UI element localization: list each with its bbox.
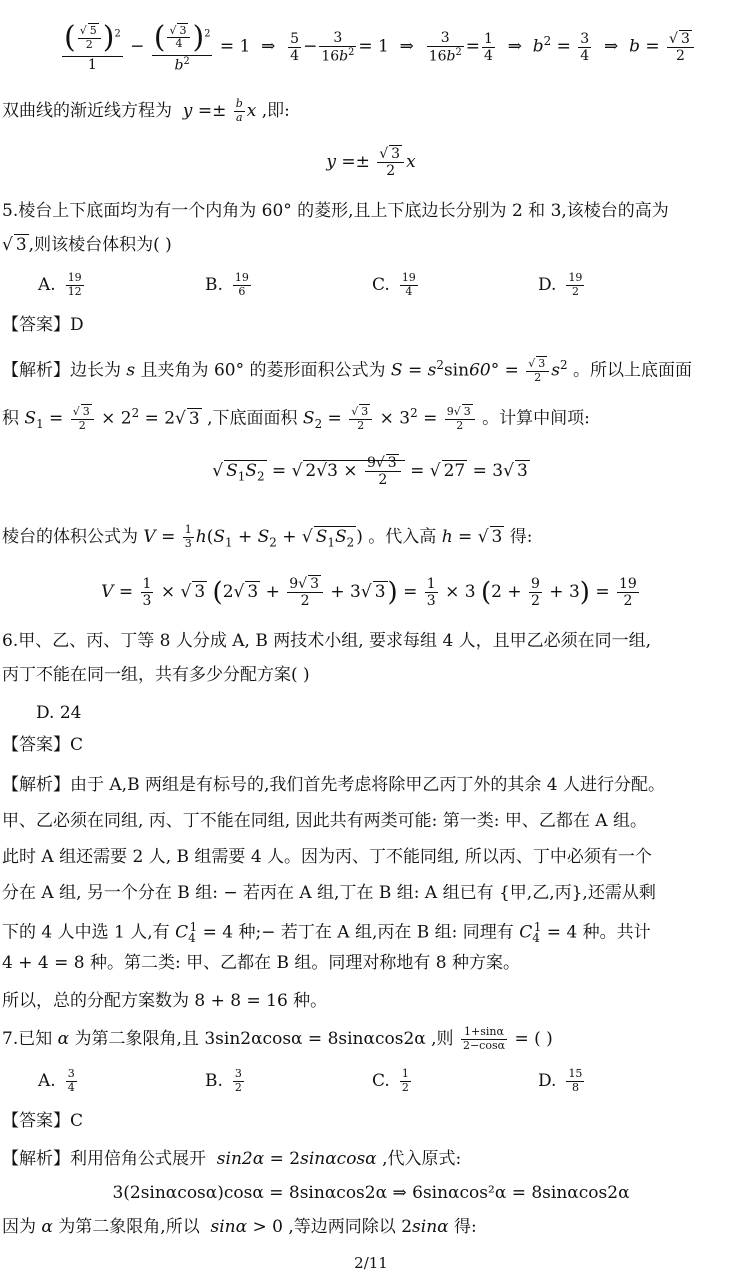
q6-analysis-1: 【解析】由于 A,B 两组是有标号的,我们首先考虑将除甲乙丙丁外的其余 4 人进行分配。	[2, 775, 666, 795]
q6-answer: 【答案】C	[2, 735, 84, 755]
top-equation: ( $\frac{√ 5}{2}$ )$^2$ 1 − ( $\frac{√ 3}{4}$ )$^2$ $b^2$ = 1 ⇒ $\frac{5}{4}$ − $\frac{3}{16b^2}$ = 1 ⇒ $\frac{3}{16b^2}$ = $\frac{1}{4}$ ⇒ $b^2$ = $\frac{3}{4}$ ⇒ b = $\frac{√ 3}{2}$	[60, 6, 732, 76]
q5-analysis-2: 积 $S_1$ = $\frac{√ 3}{2}$ × $2^2 = 2√$ 3 ,下底面面积 $S_2$ = $\frac{√ 3}{2}$ × $3^2$ = $\frac{9√ 3}{2}$ 。计算中间项:	[2, 405, 590, 432]
q7-analysis-2: 3(2sinαcosα)cosα = 8sinαcos2α ⇒ 6sinαcos²α = 8sinαcos2α	[112, 1183, 630, 1203]
q7-options	[0, 1068, 742, 1098]
page-number: 2/11	[354, 1254, 388, 1272]
q5-stem-1: 5.棱台上下底面均为有一个内角为 60° 的菱形,且上下底边长分别为 2 和 3,该棱台的高为	[2, 201, 669, 221]
q5-option-a: A. $\frac{19}{12}$	[38, 271, 82, 298]
fraction-b-squared: ( $\frac{√ 3}{4}$ )$^2$ $b^2$	[153, 19, 211, 74]
q5-option-c: C. $\frac{19}{4}$	[372, 271, 416, 298]
q7-option-a: A. $\frac{3}{4}$	[38, 1067, 75, 1094]
asymptote-intro: 双曲线的渐近线方程为	[2, 101, 172, 121]
q6-analysis-3: 此时 A 组还需要 2 人, B 组需要 4 人。因为丙、丁不能同组, 所以丙、丁中必须有一个	[2, 847, 652, 867]
q7-analysis-1: 【解析】利用倍角公式展开 sin2α = 2sinαcosα ,代入原式:	[2, 1149, 462, 1169]
q7-option-c: C. $\frac{1}{2}$	[372, 1067, 409, 1094]
q5-volume-calc: V = $\frac{1}{3}$ × √ 3 (2√ 3 + $\frac{9√ 3}{2}$ + 3√ 3) = $\frac{1}{3}$ × 3 (2 + $\frac{9}{2}$ + 3) = $\frac{19}{2}$	[101, 575, 637, 609]
q6-analysis-2: 甲、乙必须在同组, 丙、丁不能在同组, 因此共有两类可能: 第一类: 甲、乙都在 A 组。	[2, 811, 647, 831]
q6-analysis-5: 下的 4 人中选 1 人,有 $C_4^1 = 4$ 种;− 若丁在 A 组,丙在 B 组: 同理有 $C_4^1 = 4$ 种。共计	[2, 920, 651, 946]
q6-analysis-4: 分在 A 组, 另一个分在 B 组: − 若丙在 A 组,丁在 B 组: A 组已有 {甲,乙,丙},还需从剩	[2, 883, 656, 903]
q5-middle-term: √ $S_1S_2$ = √ 2√3 × $\frac{9√ 3}{2}$ = √ 27 = 3√ 3	[212, 454, 528, 488]
q6-stem-1: 6.甲、乙、丙、丁等 8 人分成 A, B 两技术小组, 要求每组 4 人，且甲乙必须在同一组,	[2, 631, 652, 651]
asymptote-result: y =± $\frac{√ 3}{2}$ x	[326, 145, 416, 179]
q6-option-d: D. 24	[36, 703, 82, 723]
q5-answer: 【答案】D	[2, 315, 84, 335]
q5-option-b: B. $\frac{19}{6}$	[205, 271, 249, 298]
fraction-a-squared: ( $\frac{√ 5}{2}$ )$^2$ 1	[64, 20, 121, 73]
q7-stem: 7.已知 α 为第二象限角,且 3sin2αcosα = 8sinαcos2α ,则 $\frac{1+\sin\alpha}{2-\cos\alpha}$ = ( )	[2, 1025, 553, 1052]
asymptote-suffix: ,即:	[261, 101, 290, 121]
asymptote-line: 双曲线的渐近线方程为 y =± $\frac{b}{a}$ x ,即:	[2, 97, 290, 124]
q5-analysis-3: 棱台的体积公式为 V = $\frac{1}{3}$ $h(S_1 + S_2$ + √ $S_1S_2$ ) 。代入高 h = √ 3 得:	[2, 523, 533, 550]
q5-options	[0, 272, 742, 302]
q7-option-b: B. $\frac{3}{2}$	[205, 1067, 242, 1094]
q6-stem-2: 丙丁不能在同一组，共有多少分配方案( )	[2, 665, 310, 685]
q7-analysis-3: 因为 α 为第二象限角,所以 sinα > 0 ,等边两同除以 2sinα 得:	[2, 1217, 477, 1237]
q6-analysis-6: 4 + 4 = 8 种。第二类: 甲、乙都在 B 组。同理对称地有 8 种方案。	[2, 953, 521, 973]
q5-option-d: D. $\frac{19}{2}$	[538, 271, 583, 298]
q5-stem-2: √ 3 ,则该棱台体积为( )	[2, 235, 172, 255]
q6-analysis-7: 所以，总的分配方案数为 8 + 8 = 16 种。	[2, 991, 328, 1011]
q7-option-d: D. $\frac{15}{8}$	[538, 1067, 583, 1094]
q7-answer: 【答案】C	[2, 1111, 84, 1131]
q5-analysis-1: 【解析】边长为 s 且夹角为 60° 的菱形面积公式为 $S = s^2\sin 60^\circ$ = $\frac{√ 3}{2}$ $s^2$ 。所以上底面面	[2, 357, 692, 384]
